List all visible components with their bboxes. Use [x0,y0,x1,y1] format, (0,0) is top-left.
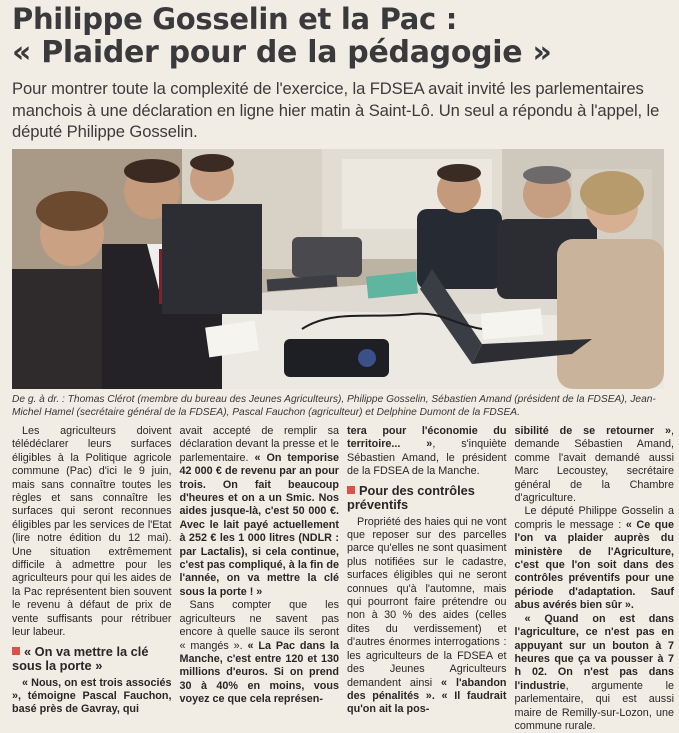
paragraph [12,677,172,717]
quote-text: « On temporise 42 000 € de revenu par an pour trois. On fait beaucoup d'heures et on a un Smic. Nos aides jusque-là, c'est 50 000 €. Avec le lait payé actuellement à 252 € les 1 000 litres (NDLR : par Lactalis), si cela continue, c'est pas compliqué, à la fin de l'année, on va mettre la clé sous la porte ! » [179,451,340,598]
paragraph [515,505,675,612]
paragraph-text: Le député Philippe Gosselin a compris le message : [514,505,674,531]
paragraph-text: « Nous, on est trois associés », témoigne Pascal Fauchon, basé près de Gavray, qui [12,676,172,716]
square-bullet-icon [347,486,355,494]
column-3 [347,425,507,716]
paragraph [515,613,675,733]
square-bullet-icon [12,647,20,655]
photo-caption: De g. à dr. : Thomas Clérot (membre du bureau des Jeunes Agriculteurs), Philippe Gosselin, Sébastien Amand (président de la FDSEA), Jean-Michel Hamel (secrétaire général de la FDSEA), Pascal Fauchon (agriculteur) et Delphine Dumont de la FDSEA. [12,394,656,418]
paragraph [347,425,507,479]
paragraph-text: Sans compter que les agriculteurs ne savent pas encore à quelle sauce ils seront « mangés ». [179,599,339,652]
headline-line-2: « Plaider pour de la pédagogie » [12,35,552,70]
paragraph [515,425,675,505]
paragraph-text: , argumente le parlementaire, qui est aussi maire de Remilly-sur-Lozon, une commune rurale. [514,679,674,732]
column-4 [514,425,675,732]
paragraph: Les agriculteurs doivent télédéclarer leurs surfaces éligibles à la Politique agricole commune (Pac) d'ici le 9 juin, mais sans connaître toutes les règles et sans connaître les surfaces qui seront reconnues éligibles par les services de l'Etat (lire notre édition du 12 mai). Une situation extrêmement difficile à admettre pour les agriculteurs pour qui les aides de la Pac représentent bien souvent le revenu à défaut de prix de vente suffisants pour rétribuer leur labeur. [12,425,172,639]
quote-text: . « Il faudrait qu'on ait la pos- [347,689,507,716]
paragraph-text: , demande Sébastien Amand, comme l'avait demandé aussi Marc Lecoustey, secrétaire général de la Chambre d'agriculture. [514,425,674,505]
photo-illustration [12,149,664,389]
quote-text: « La Pac dans la Manche, c'est entre 120 et 130 millions d'euros. Si on prend 30 à 40% en moins, vous voyez ce que cela représen- [179,639,339,706]
quote-text: tera pour l'économie du territoire... » [347,425,507,451]
paragraph-text: , s'inquiète Sébastien Amand, le président de la FDSEA de la Manche. [347,438,507,478]
headline-line-1: Philippe Gosselin et la Pac : [12,2,458,36]
subheading [12,645,172,674]
column-2 [179,425,340,706]
subheading [347,484,507,513]
article-photo [12,149,664,389]
paragraph [180,599,340,706]
paragraph [347,516,507,717]
quote-text: « Quand on est dans l'agriculture, ce n'est pas en appuyant sur un bouton à 7 heures que ça va pousser à 7 h 02. On n'est pas dans l'industrie [514,612,674,692]
subheading-text: Pour des contrôles préventifs [347,482,475,513]
paragraph-text: avait accepté de remplir sa déclaration devant la presse et le parlementaire. [179,425,339,464]
paragraph [180,425,340,599]
paragraph-text: Propriété des haies qui ne vont que reposer sur des parcelles parce qu'elles ne sont quasiment plus notifiées sur le cadastre, surfaces éligibles qui ne seront connues qu'à l'automne, mais qui pourront faire prétendre ou non à 30 % des aides (celles dites du verdissement) et d'autres énormes interrogations : les agriculteurs de la FDSEA et des Jeunes Agriculteurs demandent ainsi [347,515,507,689]
headline [12,2,674,70]
quote-text: « l'abandon des pénalités » [347,676,507,702]
article-body [12,425,674,732]
quote-text: sibilité de se retourner » [514,425,671,437]
article-lede: Pour montrer toute la complexité de l'exercice, la FDSEA avait invité les parlementaires manchois à une déclaration en ligne hier matin à Saint-Lô. Un seul a répondu à l'appel, le député Philippe Gosselin. [12,79,660,141]
subheading-text: « On va mettre la clé sous la porte » [12,643,149,673]
quote-text: « Ce que l'on va plaider auprès du ministère de l'Agriculture, c'est que l'on soit dans des contrôles préventifs pour une période d'adaptation. Sauf abus avérés bien sûr ». [514,518,674,612]
column-1 [12,425,172,716]
